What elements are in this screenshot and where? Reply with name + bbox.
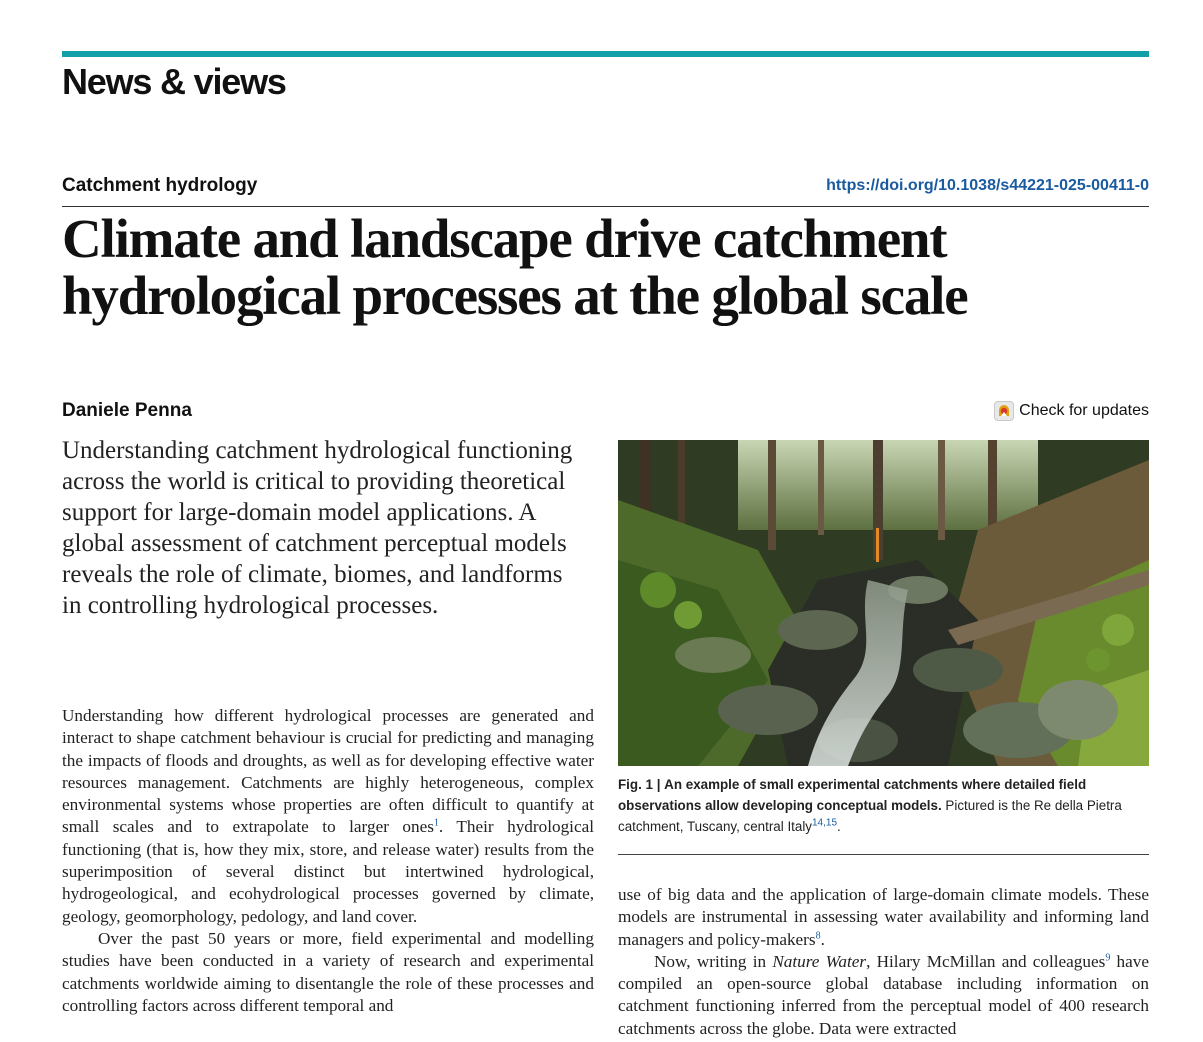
- figure-photo: [618, 440, 1149, 766]
- reference-link[interactable]: 14,15: [812, 817, 838, 829]
- reference-link[interactable]: 1: [433, 817, 439, 829]
- header-rule: [62, 206, 1149, 207]
- body-paragraph: Now, writing in Nature Water, Hilary McMillan and colleagues$^9$ have compiled an open-source global database including information on catchment functioning inferred from the perceptual model of 400 research catchments across the globe. Data were extracted: [618, 951, 1149, 1038]
- subject-label: Catchment hydrology: [62, 175, 258, 196]
- author-name: Daniele Penna: [62, 400, 192, 421]
- title-line-2: hydrological processes at the global scale: [62, 265, 968, 326]
- reference-link[interactable]: 9: [1105, 952, 1111, 964]
- title-line-1: Climate and landscape drive catchment: [62, 208, 947, 269]
- body-column-left: [62, 705, 594, 1017]
- body-paragraph: Understanding how different hydrological processes are generated and interact to shape catchment behaviour is crucial for predicting and managing the impacts of floods and droughts, as well as for developing effective water resources management. Catchments are highly heterogeneous, complex environmental systems whose properties are often difficult to quantify at small scales and to extrapolate to larger ones$^1$. Their hydrological functioning (that is, how they mix, store, and release water) results from the superimposition of several distinct but intertwined hydrological, hydrogeological, and ecohydrological processes governed by climate, geology, geomorphology, pedology, and land cover.: [62, 706, 594, 926]
- top-accent-rule: [62, 51, 1149, 57]
- figure-caption: Fig. 1 | An example of small experimental catchments where detailed field observations allow developing conceptual models. Pictured is the Re della Pietra catchment, Tuscany, central Italy$^{14,15}$.: [618, 777, 1122, 834]
- body-column-right: [618, 884, 1149, 1040]
- figure-caption-text: Pictured is the Re della Pietra catchment, Tuscany, central Italy: [618, 798, 1122, 834]
- reference-link[interactable]: 8: [815, 929, 821, 941]
- check-for-updates-button[interactable]: [994, 401, 1149, 421]
- doi-link[interactable]: https://doi.org/10.1038/s44221-025-00411-0: [826, 177, 1149, 194]
- standfirst: Understanding catchment hydrological functioning across the world is critical to providing theoretical support for large-domain model applications. A global assessment of catchment perceptual models reveals the role of climate, biomes, and landforms in controlling hydrological processes.: [62, 437, 573, 619]
- journal-name: Nature Water: [772, 951, 867, 971]
- figure-caption-bold: An example of small experimental catchments where detailed field observations allow developing conceptual models.: [618, 777, 1087, 813]
- body-paragraph: use of big data and the application of large-domain climate models. These models are instrumental in assessing water availability and informing land managers and policy-makers$^8$.: [618, 885, 1149, 949]
- caption-rule: [618, 854, 1149, 855]
- figure-label: Fig. 1 |: [618, 777, 661, 792]
- article-title: [62, 210, 1149, 324]
- section-label: News & views: [62, 61, 286, 102]
- check-updates-label: Check for updates: [1019, 402, 1149, 419]
- body-paragraph: Over the past 50 years or more, field experimental and modelling studies have been conducted in a variety of research and experimental catchments worldwide aiming to disentangle the role of these processes and controlling factors across different temporal and: [62, 928, 594, 1015]
- check-updates-icon: [994, 401, 1014, 421]
